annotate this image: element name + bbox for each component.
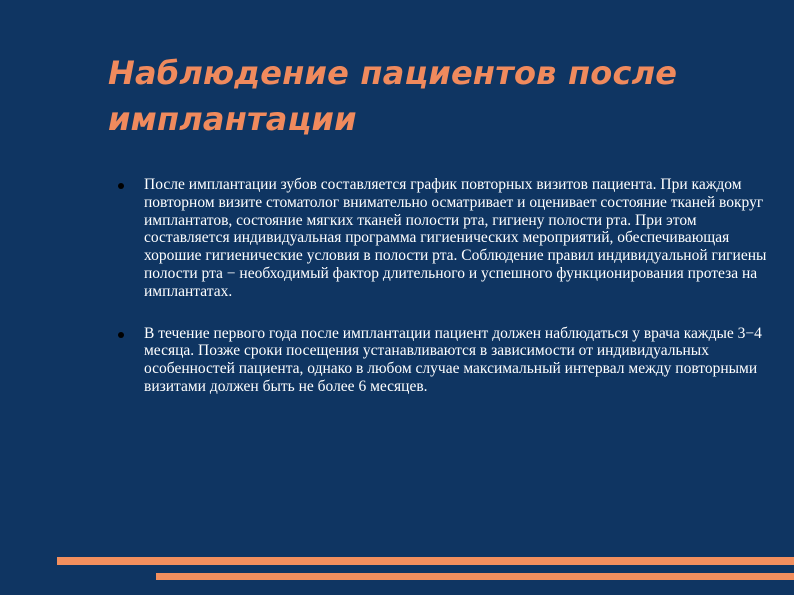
decorative-bar-top — [57, 557, 794, 565]
bullet-dot-icon — [118, 183, 124, 189]
bullet-text: После имплантации зубов составляется график повторных визитов пациента. При каждом повторном визите стоматолог внимательно осматривает и оценивает состояние тканей вокруг имплантатов, состояние мягких тканей полости рта, гигиену полости рта. При этом составляется индивидуальная программа гигиенических мероприятий, обеспечивающая хорошие гигиенические условия в полости рта. Соблюдение правил индивидуальной гигиены полости рта − необходимый фактор длительного и успешного функционирования протеза на имплантатах. — [144, 176, 767, 300]
bullet-item-followup-schedule — [118, 176, 778, 301]
bullet-dot-icon — [118, 332, 124, 338]
bullet-item-visit-intervals — [118, 325, 778, 396]
slide-title: Наблюдение пациентов после имплантации — [108, 54, 678, 138]
decorative-bar-bottom — [156, 573, 794, 580]
bullet-list — [118, 176, 778, 396]
bullet-text: В течение первого года после имплантации пациент должен наблюдаться у врача каждые 3−4 месяца. Позже сроки посещения устанавливаются в зависимости от индивидуальных особенностей пациента, однако в любом случае максимальный интервал между повторными визитами должен быть не более 6 месяцев. — [144, 324, 762, 395]
